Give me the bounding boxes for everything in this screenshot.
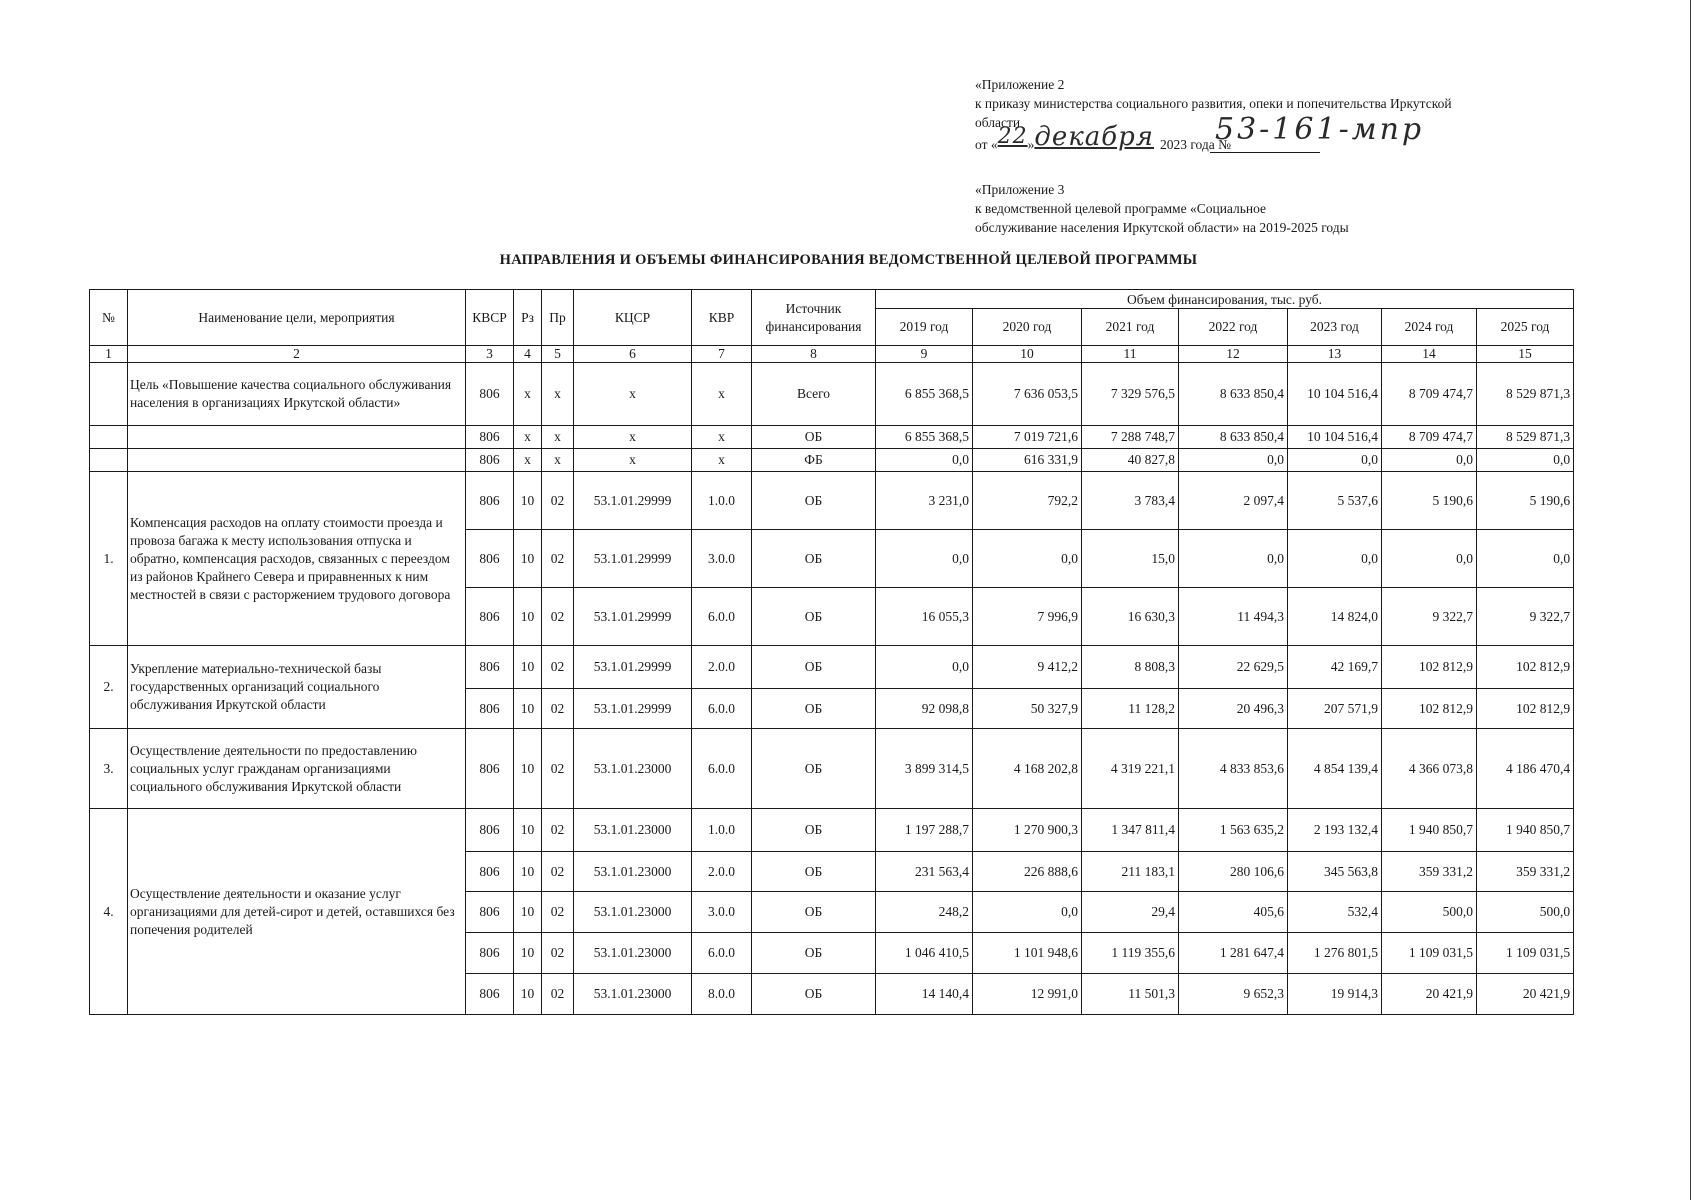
row-number-cell: 4. [90, 809, 128, 1015]
value-2021: 40 827,8 [1082, 449, 1179, 472]
kvr-cell: 8.0.0 [692, 974, 752, 1015]
source-cell: ОБ [752, 892, 876, 933]
value-2023: 42 169,7 [1288, 646, 1382, 689]
column-number: 15 [1477, 346, 1574, 363]
value-2024: 500,0 [1382, 892, 1477, 933]
col-header-kvsr: КВСР [466, 290, 514, 346]
value-2021: 15,0 [1082, 530, 1179, 588]
kcsr-cell: 53.1.01.23000 [574, 933, 692, 974]
value-2021: 4 319 221,1 [1082, 729, 1179, 809]
page-title: НАПРАВЛЕНИЯ И ОБЪЕМЫ ФИНАНСИРОВАНИЯ ВЕДОМСТВЕННОЙ ЦЕЛЕВОЙ ПРОГРАММЫ [499, 252, 1198, 268]
column-number: 3 [466, 346, 514, 363]
kcsr-cell: x [574, 426, 692, 449]
value-2023: 19 914,3 [1288, 974, 1382, 1015]
source-cell: ОБ [752, 646, 876, 689]
rz-cell: 10 [514, 974, 542, 1015]
kvsr-cell: 806 [466, 933, 514, 974]
value-2020: 0,0 [973, 892, 1082, 933]
date-month: декабря [1034, 122, 1154, 152]
value-2021: 1 119 355,6 [1082, 933, 1179, 974]
col-header-rz: Рз [514, 290, 542, 346]
date-suffix: 2023 года № [1159, 137, 1232, 152]
kcsr-cell: 53.1.01.29999 [574, 646, 692, 689]
column-number: 8 [752, 346, 876, 363]
measure-name-cell: Осуществление деятельности и оказание услуг организациями для детей-сирот и детей, оставшихся без попечения родителей [128, 809, 466, 1015]
col-header-year: 2019 год [876, 309, 973, 346]
rz-cell: 10 [514, 689, 542, 729]
source-cell: ОБ [752, 933, 876, 974]
header-block [975, 75, 1452, 237]
kvr-cell: 2.0.0 [692, 646, 752, 689]
goal-row [90, 449, 1574, 472]
value-2019: 1 197 288,7 [876, 809, 973, 852]
column-number: 10 [973, 346, 1082, 363]
kcsr-cell: 53.1.01.23000 [574, 852, 692, 892]
pr-cell: 02 [542, 588, 574, 646]
column-number: 4 [514, 346, 542, 363]
column-number: 7 [692, 346, 752, 363]
appendix-2-label: «Приложение 2 [975, 77, 1065, 92]
rz-cell: 10 [514, 933, 542, 974]
pr-cell: 02 [542, 852, 574, 892]
value-2022: 20 496,3 [1179, 689, 1288, 729]
scan-edge-line [1690, 0, 1691, 1200]
table-row [90, 809, 1574, 852]
source-cell: ОБ [752, 809, 876, 852]
pr-cell: 02 [542, 892, 574, 933]
kvr-cell: x [692, 363, 752, 426]
value-2025: 1 940 850,7 [1477, 809, 1574, 852]
pr-cell: 02 [542, 646, 574, 689]
source-cell: ОБ [752, 530, 876, 588]
column-number: 1 [90, 346, 128, 363]
kcsr-cell: 53.1.01.23000 [574, 729, 692, 809]
table-row [90, 646, 1574, 689]
rz-cell: 10 [514, 852, 542, 892]
value-2019: 0,0 [876, 530, 973, 588]
value-2022: 1 563 635,2 [1179, 809, 1288, 852]
kvr-cell: 6.0.0 [692, 588, 752, 646]
value-2023: 10 104 516,4 [1288, 426, 1382, 449]
goal-name-cell: Цель «Повышение качества социального обслуживания населения в организациях Иркутской области» [128, 363, 466, 426]
pr-cell: 02 [542, 933, 574, 974]
kcsr-cell: x [574, 449, 692, 472]
value-2023: 0,0 [1288, 530, 1382, 588]
value-2022: 0,0 [1179, 530, 1288, 588]
value-2019: 0,0 [876, 449, 973, 472]
pr-cell: 02 [542, 974, 574, 1015]
col-header-year: 2024 год [1382, 309, 1477, 346]
value-2021: 7 329 576,5 [1082, 363, 1179, 426]
kvr-cell: 1.0.0 [692, 472, 752, 530]
value-2020: 1 270 900,3 [973, 809, 1082, 852]
value-2024: 4 366 073,8 [1382, 729, 1477, 809]
row-number-cell: 2. [90, 646, 128, 729]
value-2020: 0,0 [973, 530, 1082, 588]
value-2022: 280 106,6 [1179, 852, 1288, 892]
value-2020: 12 991,0 [973, 974, 1082, 1015]
kvsr-cell: 806 [466, 449, 514, 472]
value-2021: 11 501,3 [1082, 974, 1179, 1015]
value-2024: 1 109 031,5 [1382, 933, 1477, 974]
col-header-num: № [90, 290, 128, 346]
value-2022: 4 833 853,6 [1179, 729, 1288, 809]
kvsr-cell: 806 [466, 363, 514, 426]
source-cell: ОБ [752, 689, 876, 729]
kvsr-cell: 806 [466, 646, 514, 689]
row-number-cell: 3. [90, 729, 128, 809]
appendix-3-label: «Приложение 3 [975, 182, 1065, 197]
value-2022: 405,6 [1179, 892, 1288, 933]
source-cell: ОБ [752, 974, 876, 1015]
financing-table [89, 289, 1574, 1015]
kcsr-cell: 53.1.01.29999 [574, 689, 692, 729]
kvsr-cell: 806 [466, 588, 514, 646]
col-header-year: 2021 год [1082, 309, 1179, 346]
value-2023: 345 563,8 [1288, 852, 1382, 892]
row-number-cell [90, 426, 128, 449]
value-2023: 207 571,9 [1288, 689, 1382, 729]
measure-name-cell: Укрепление материально-технической базы государственных организаций социального обслуживания Иркутской области [128, 646, 466, 729]
pr-cell: x [542, 426, 574, 449]
kvr-cell: 3.0.0 [692, 530, 752, 588]
measure-name-cell: Компенсация расходов на оплату стоимости проезда и провоза багажа к месту использования отпуска и обратно, компенсация расходов, связанных с переездом из районов Крайнего Севера и приравненных к ним местностей в связи с расторжением трудового договора [128, 472, 466, 646]
col-header-year: 2022 год [1179, 309, 1288, 346]
column-number: 11 [1082, 346, 1179, 363]
goal-name-cell [128, 426, 466, 449]
col-header-kvr: КВР [692, 290, 752, 346]
row-number-cell [90, 449, 128, 472]
col-header-name: Наименование цели, мероприятия [128, 290, 466, 346]
value-2023: 532,4 [1288, 892, 1382, 933]
table-row [90, 729, 1574, 809]
measure-name-cell: Осуществление деятельности по предоставлению социальных услуг гражданам организациями социального обслуживания Иркутской области [128, 729, 466, 809]
value-2021: 8 808,3 [1082, 646, 1179, 689]
kcsr-cell: 53.1.01.23000 [574, 892, 692, 933]
value-2022: 9 652,3 [1179, 974, 1288, 1015]
table-header-row [90, 290, 1574, 309]
value-2019: 248,2 [876, 892, 973, 933]
pr-cell: x [542, 363, 574, 426]
value-2025: 9 322,7 [1477, 588, 1574, 646]
value-2022: 22 629,5 [1179, 646, 1288, 689]
kcsr-cell: x [574, 363, 692, 426]
value-2020: 792,2 [973, 472, 1082, 530]
value-2023: 2 193 132,4 [1288, 809, 1382, 852]
value-2021: 3 783,4 [1082, 472, 1179, 530]
col-header-volume: Объем финансирования, тыс. руб. [876, 290, 1574, 309]
value-2023: 0,0 [1288, 449, 1382, 472]
value-2023: 5 537,6 [1288, 472, 1382, 530]
kvr-cell: 1.0.0 [692, 809, 752, 852]
kcsr-cell: 53.1.01.23000 [574, 809, 692, 852]
column-number-row [90, 346, 1574, 363]
value-2020: 7 996,9 [973, 588, 1082, 646]
value-2025: 102 812,9 [1477, 689, 1574, 729]
pr-cell: 02 [542, 689, 574, 729]
col-header-year: 2023 год [1288, 309, 1382, 346]
source-cell: ОБ [752, 426, 876, 449]
value-2025: 20 421,9 [1477, 974, 1574, 1015]
value-2021: 7 288 748,7 [1082, 426, 1179, 449]
value-2024: 9 322,7 [1382, 588, 1477, 646]
order-number: 53-161-мпр [1215, 112, 1425, 147]
value-2025: 1 109 031,5 [1477, 933, 1574, 974]
value-2019: 14 140,4 [876, 974, 973, 1015]
value-2024: 0,0 [1382, 449, 1477, 472]
goal-row [90, 426, 1574, 449]
kvr-cell: 6.0.0 [692, 933, 752, 974]
row-number-cell [90, 363, 128, 426]
value-2022: 11 494,3 [1179, 588, 1288, 646]
rz-cell: 10 [514, 472, 542, 530]
kvsr-cell: 806 [466, 809, 514, 852]
value-2024: 8 709 474,7 [1382, 426, 1477, 449]
value-2024: 359 331,2 [1382, 852, 1477, 892]
pr-cell: 02 [542, 530, 574, 588]
value-2022: 0,0 [1179, 449, 1288, 472]
kvr-cell: x [692, 426, 752, 449]
kvsr-cell: 806 [466, 892, 514, 933]
date-mid: » [1027, 137, 1035, 152]
source-cell: ОБ [752, 852, 876, 892]
value-2021: 211 183,1 [1082, 852, 1179, 892]
pr-cell: 02 [542, 472, 574, 530]
source-cell: ОБ [752, 472, 876, 530]
value-2023: 4 854 139,4 [1288, 729, 1382, 809]
value-2023: 10 104 516,4 [1288, 363, 1382, 426]
col-header-year: 2020 год [973, 309, 1082, 346]
value-2021: 29,4 [1082, 892, 1179, 933]
value-2024: 20 421,9 [1382, 974, 1477, 1015]
source-cell: Всего [752, 363, 876, 426]
kvr-cell: 3.0.0 [692, 892, 752, 933]
column-number: 2 [128, 346, 466, 363]
value-2021: 11 128,2 [1082, 689, 1179, 729]
rz-cell: x [514, 426, 542, 449]
value-2025: 359 331,2 [1477, 852, 1574, 892]
pr-cell: 02 [542, 809, 574, 852]
kvsr-cell: 806 [466, 974, 514, 1015]
value-2024: 8 709 474,7 [1382, 363, 1477, 426]
kvsr-cell: 806 [466, 472, 514, 530]
kvsr-cell: 806 [466, 729, 514, 809]
column-number: 12 [1179, 346, 1288, 363]
value-2019: 92 098,8 [876, 689, 973, 729]
col-header-year: 2025 год [1477, 309, 1574, 346]
source-cell: ОБ [752, 588, 876, 646]
table-row [90, 472, 1574, 530]
value-2025: 0,0 [1477, 530, 1574, 588]
col-header-source: Источник финансирования [752, 290, 876, 346]
value-2025: 8 529 871,3 [1477, 363, 1574, 426]
kvsr-cell: 806 [466, 689, 514, 729]
value-2020: 50 327,9 [973, 689, 1082, 729]
program-reference-line: к ведомственной целевой программе «Социальное [975, 201, 1267, 216]
kvsr-cell: 806 [466, 530, 514, 588]
value-2025: 0,0 [1477, 449, 1574, 472]
value-2019: 6 855 368,5 [876, 363, 973, 426]
value-2021: 16 630,3 [1082, 588, 1179, 646]
column-number: 14 [1382, 346, 1477, 363]
program-reference-period: обслуживание населения Иркутской области» на 2019-2025 годы [975, 220, 1349, 235]
kcsr-cell: 53.1.01.29999 [574, 530, 692, 588]
value-2025: 500,0 [1477, 892, 1574, 933]
value-2020: 7 636 053,5 [973, 363, 1082, 426]
value-2020: 4 168 202,8 [973, 729, 1082, 809]
value-2023: 1 276 801,5 [1288, 933, 1382, 974]
kcsr-cell: 53.1.01.29999 [574, 588, 692, 646]
column-number: 5 [542, 346, 574, 363]
kvr-cell: x [692, 449, 752, 472]
value-2022: 2 097,4 [1179, 472, 1288, 530]
rz-cell: x [514, 363, 542, 426]
value-2019: 1 046 410,5 [876, 933, 973, 974]
value-2020: 226 888,6 [973, 852, 1082, 892]
rz-cell: 10 [514, 530, 542, 588]
value-2019: 3 231,0 [876, 472, 973, 530]
source-cell: ФБ [752, 449, 876, 472]
row-number-cell: 1. [90, 472, 128, 646]
value-2024: 1 940 850,7 [1382, 809, 1477, 852]
date-day: 22 [997, 124, 1028, 149]
col-header-kcsr: КЦСР [574, 290, 692, 346]
col-header-pr: Пр [542, 290, 574, 346]
rz-cell: 10 [514, 646, 542, 689]
value-2023: 14 824,0 [1288, 588, 1382, 646]
rz-cell: 10 [514, 588, 542, 646]
goal-row [90, 363, 1574, 426]
value-2020: 1 101 948,6 [973, 933, 1082, 974]
value-2019: 3 899 314,5 [876, 729, 973, 809]
pr-cell: x [542, 449, 574, 472]
value-2025: 4 186 470,4 [1477, 729, 1574, 809]
goal-name-cell [128, 449, 466, 472]
value-2022: 8 633 850,4 [1179, 426, 1288, 449]
value-2025: 8 529 871,3 [1477, 426, 1574, 449]
value-2022: 8 633 850,4 [1179, 363, 1288, 426]
value-2019: 0,0 [876, 646, 973, 689]
kcsr-cell: 53.1.01.23000 [574, 974, 692, 1015]
rz-cell: x [514, 449, 542, 472]
rz-cell: 10 [514, 729, 542, 809]
date-prefix: от « [975, 137, 998, 152]
value-2019: 231 563,4 [876, 852, 973, 892]
rz-cell: 10 [514, 892, 542, 933]
order-reference-line: к приказу министерства социального развития, опеки и попечительства Иркутской [975, 96, 1452, 111]
kvsr-cell: 806 [466, 852, 514, 892]
value-2019: 16 055,3 [876, 588, 973, 646]
column-number: 6 [574, 346, 692, 363]
order-number-underline [1210, 152, 1320, 153]
column-number: 9 [876, 346, 973, 363]
value-2024: 102 812,9 [1382, 646, 1477, 689]
value-2024: 102 812,9 [1382, 689, 1477, 729]
value-2025: 102 812,9 [1477, 646, 1574, 689]
value-2021: 1 347 811,4 [1082, 809, 1179, 852]
value-2019: 6 855 368,5 [876, 426, 973, 449]
value-2020: 9 412,2 [973, 646, 1082, 689]
order-reference-region: области [975, 115, 1021, 130]
column-number: 13 [1288, 346, 1382, 363]
value-2025: 5 190,6 [1477, 472, 1574, 530]
kvr-cell: 6.0.0 [692, 729, 752, 809]
kvsr-cell: 806 [466, 426, 514, 449]
kvr-cell: 6.0.0 [692, 689, 752, 729]
value-2022: 1 281 647,4 [1179, 933, 1288, 974]
rz-cell: 10 [514, 809, 542, 852]
kcsr-cell: 53.1.01.29999 [574, 472, 692, 530]
kvr-cell: 2.0.0 [692, 852, 752, 892]
value-2024: 0,0 [1382, 530, 1477, 588]
value-2020: 616 331,9 [973, 449, 1082, 472]
source-cell: ОБ [752, 729, 876, 809]
value-2024: 5 190,6 [1382, 472, 1477, 530]
value-2020: 7 019 721,6 [973, 426, 1082, 449]
pr-cell: 02 [542, 729, 574, 809]
